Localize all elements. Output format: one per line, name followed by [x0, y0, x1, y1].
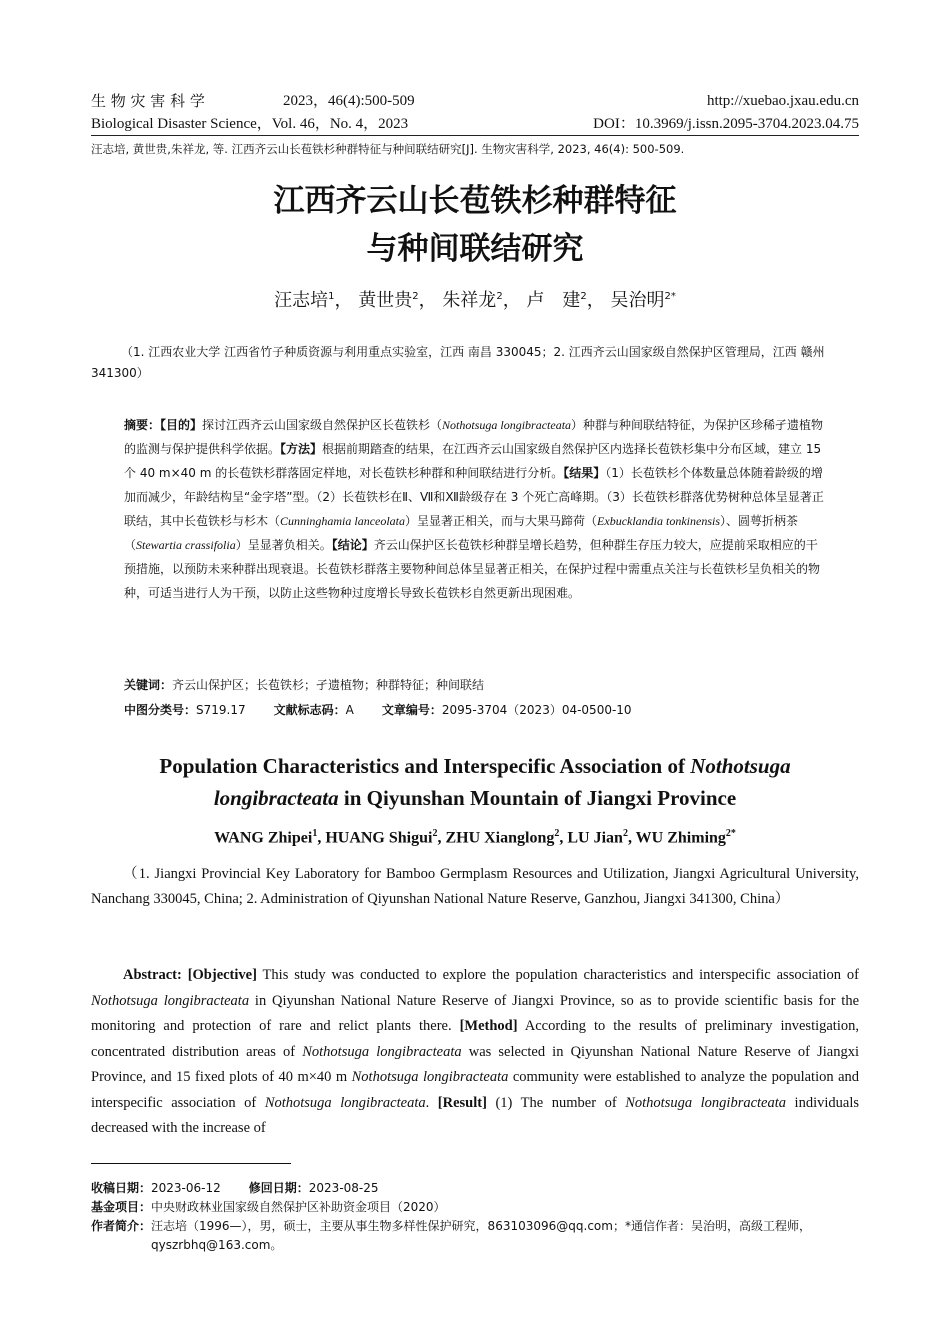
- footnote-dates: [91, 1179, 859, 1198]
- author-sup: 2: [622, 828, 628, 839]
- species-name: Nothotsuga longibracteata: [351, 1069, 509, 1085]
- article-no-label: 文章编号：: [381, 703, 442, 717]
- affiliation-en: （1. Jiangxi Provincial Key Laboratory for Bamboo Germplasm Resources and Utilization, Jiangxi Agricultural University, Nanchang 330045, China; 2. Administration of Qiyunshan National Nature Reserve, Ganzhou, Jiangxi 341300, China）: [91, 866, 859, 907]
- species-name: Stewartia crassifolia: [136, 538, 236, 552]
- header-row-2: [91, 115, 859, 133]
- footnote-author-bio: [91, 1217, 859, 1255]
- result-tag: 【结果】: [563, 466, 606, 480]
- fund-label: 基金项目：: [91, 1200, 152, 1214]
- footnote-divider: [91, 1163, 291, 1164]
- species-name: Cunninghamia lanceolata: [280, 514, 406, 528]
- abstract-en: [91, 963, 859, 1142]
- header-divider: [91, 135, 859, 136]
- abstract-text: ）呈显著正相关，而与大果马蹄荷（: [405, 514, 598, 528]
- citation: 汪志培, 黄世贵,朱祥龙, 等. 江西齐云山长苞铁杉种群特征与种间联结研究[J]. 生物灾害科学, 2023, 46(4): 500-509.: [91, 142, 685, 156]
- abstract-text: 探讨江西齐云山国家级自然保护区长苞铁杉（: [202, 418, 443, 432]
- author-sup: 2: [554, 828, 560, 839]
- abstract-en-text: was selected in Qiyunshan National Nature Reserve of Jiangxi Province, and 15 fixed plots of 40 m×40 m: [91, 1043, 859, 1085]
- journal-url[interactable]: http://xuebao.jxau.edu.cn: [706, 93, 859, 109]
- abstract-en-text: This study was conducted to explore the population characteristics and interspecific association of: [256, 967, 860, 983]
- footnotes: [91, 1179, 859, 1255]
- author-sup: 1: [312, 828, 318, 839]
- author-sup: 2: [432, 828, 438, 839]
- species-name: Nothotsuga longibracteata: [91, 992, 250, 1009]
- footnote-fund: [91, 1198, 859, 1217]
- title-cn-line-1: 江西齐云山长苞铁杉种群特征: [273, 183, 677, 219]
- method-tag-en: [Method]: [459, 1018, 518, 1034]
- abstract-cn: [124, 413, 827, 605]
- received-label: 收稿日期：: [91, 1181, 152, 1195]
- bio-label: 作者简介：: [91, 1219, 152, 1233]
- abstract-en-text: community were established to analyze the population and interspecific association of: [91, 1069, 860, 1111]
- abstract-text: 齐云山保护区长苞铁杉种群呈增长趋势，但种群生存压力较大，应提前采取相应的干预措施，以预防未来种群出现衰退。长苞铁杉群落主要物种间总体呈显著正相关，在保护过程中需重点关注与长苞铁杉呈负相关的物种，可适当进行人为干预，以防止这些物种过度增长导致长苞铁杉自然更新出现困难。: [124, 538, 821, 600]
- article-no-value: 2095-3704（2023）04-0500-10: [441, 703, 632, 717]
- objective-tag-en: [Objective]: [187, 967, 257, 983]
- author-sup: 1: [328, 291, 335, 302]
- result-tag-en: [Result]: [437, 1094, 487, 1111]
- abstract-en-label: Abstract:: [123, 967, 182, 983]
- keywords-text: 齐云山保护区；长苞铁杉；孑遗植物；种群特征；种间联结: [172, 678, 485, 692]
- doc-code-label: 文献标志码：: [273, 703, 346, 717]
- doc-code-value: A: [345, 703, 354, 717]
- species-name: Nothotsuga longibracteata: [442, 418, 572, 432]
- abstract-text: 根据前期踏查的结果，在江西齐云山国家级自然保护区内选择长苞铁杉集中分布区域，建立 15 个 40 m×40 m 的长苞铁杉群落固定样地，对长苞铁杉种群和种间联结进行分析。: [124, 442, 822, 480]
- author-cn: 汪志培: [274, 290, 329, 311]
- abstract-text: （1）长苞铁杉个体数量总体随着龄级的增加而减少，年龄结构呈“金字塔”型。（2）长苞铁杉在Ⅱ、Ⅶ和Ⅻ龄级存在 3 个死亡高峰期。（3）长苞铁杉群落优势树种总体呈显著正联结，其中长苞铁杉与杉木（: [124, 466, 824, 528]
- header-row-1: [91, 92, 859, 110]
- doi: DOI：10.3969/j.issn.2095-3704.2023.04.75: [593, 116, 859, 132]
- abstract-en-text: in Qiyunshan National Nature Reserve of Jiangxi Province, so as to provide scientific basis for the monitoring and protection of rare and relict plants there.: [91, 992, 859, 1034]
- volume-info-cn: 2023，46(4):500-509: [283, 93, 415, 109]
- authors-cn: 汪志培$^1$， 黄世贵$^2$， 朱祥龙$^2$， 卢 建$^2$， 吴治明$^{2*}$: [274, 290, 676, 311]
- keywords: [124, 675, 484, 695]
- bio-value: 汪志培（1996—），男，硕士，主要从事生物多样性保护研究，863103096@qq.com；*通信作者：吴治明，高级工程师，qyszrbhq@163.com。: [151, 1219, 811, 1252]
- species-name: Nothotsuga longibracteata: [302, 1043, 462, 1060]
- author-cn: 卢 建: [526, 290, 581, 311]
- abstract-text: ）、圆萼折柄茶（: [124, 514, 799, 552]
- species-name: Nothotsuga longibracteata: [625, 1094, 787, 1111]
- fund-value: 中央财政林业国家级自然保护区补助资金项目（2020）: [151, 1200, 446, 1214]
- abstract-label: 摘要：: [124, 418, 161, 432]
- title-en-text: in Qiyunshan Mountain of Jiangxi Province: [338, 786, 737, 810]
- author-en: HUANG Shigui: [325, 829, 433, 847]
- author-en: LU Jian: [567, 829, 623, 847]
- author-cn: 吴治明: [610, 290, 665, 311]
- journal-name-en: Biological Disaster Science，Vol. 46，No. 4，2023: [91, 116, 409, 132]
- title-en: [91, 750, 859, 814]
- affiliation-cn: （1. 江西农业大学 江西省竹子种质资源与利用重点实验室，江西 南昌 330045；2. 江西齐云山国家级自然保护区管理局，江西 赣州 341300）: [91, 345, 825, 380]
- author-sup: 2*: [664, 291, 676, 302]
- title-en-text: Population Characteristics and Interspecific Association of: [159, 754, 691, 778]
- authors-en: WANG Zhipei$^1$, HUANG Shigui$^2$, ZHU Xianglong$^2$, LU Jian$^2$, WU Zhiming$^{2*}$: [214, 828, 736, 847]
- objective-tag: 【目的】: [160, 418, 203, 432]
- classification-line: [124, 700, 632, 720]
- author-sup: 2: [496, 291, 503, 302]
- author-cn: 黄世贵: [358, 290, 413, 311]
- method-tag: 【方法】: [280, 442, 323, 456]
- title-en-species: Nothotsuga: [690, 754, 791, 778]
- abstract-en-text: individuals decreased with the increase of: [91, 1094, 860, 1136]
- abstract-en-text: According to the results of preliminary investigation, concentrated distribution areas of: [91, 1018, 859, 1060]
- revised-date: 2023-08-25: [308, 1181, 379, 1195]
- author-cn: 朱祥龙: [442, 290, 497, 311]
- title-en-species: longibracteata: [213, 786, 339, 810]
- author-sup: 2: [580, 291, 587, 302]
- species-name: Exbucklandia tonkinensis: [597, 514, 721, 528]
- author-en: WANG Zhipei: [214, 829, 313, 847]
- author-sup: 2: [412, 291, 419, 302]
- abstract-en-text: .: [425, 1094, 438, 1111]
- revised-label: 修回日期：: [248, 1181, 309, 1195]
- conclusion-tag: 【结论】: [331, 538, 374, 552]
- author-en: WU Zhiming: [635, 829, 726, 847]
- species-name: Nothotsuga longibracteata: [264, 1094, 426, 1111]
- title-cn-line-2: 与种间联结研究: [366, 231, 584, 267]
- received-date: 2023-06-12: [151, 1181, 221, 1195]
- clc-value: S719.17: [196, 703, 246, 717]
- abstract-en-text: (1) The number of: [486, 1094, 626, 1111]
- keywords-label: 关键词：: [124, 678, 173, 692]
- clc-label: 中图分类号：: [124, 703, 197, 717]
- abstract-text: ）呈显著负相关。: [235, 538, 332, 552]
- author-sup: 2*: [725, 828, 736, 839]
- journal-name-cn: 生 物 灾 害 科 学: [91, 92, 205, 110]
- author-en: ZHU Xianglong: [445, 829, 555, 847]
- abstract-text: ）种群与种间联结特征，为保护区珍稀孑遗植物的监测与保护提供科学依据。: [124, 418, 824, 456]
